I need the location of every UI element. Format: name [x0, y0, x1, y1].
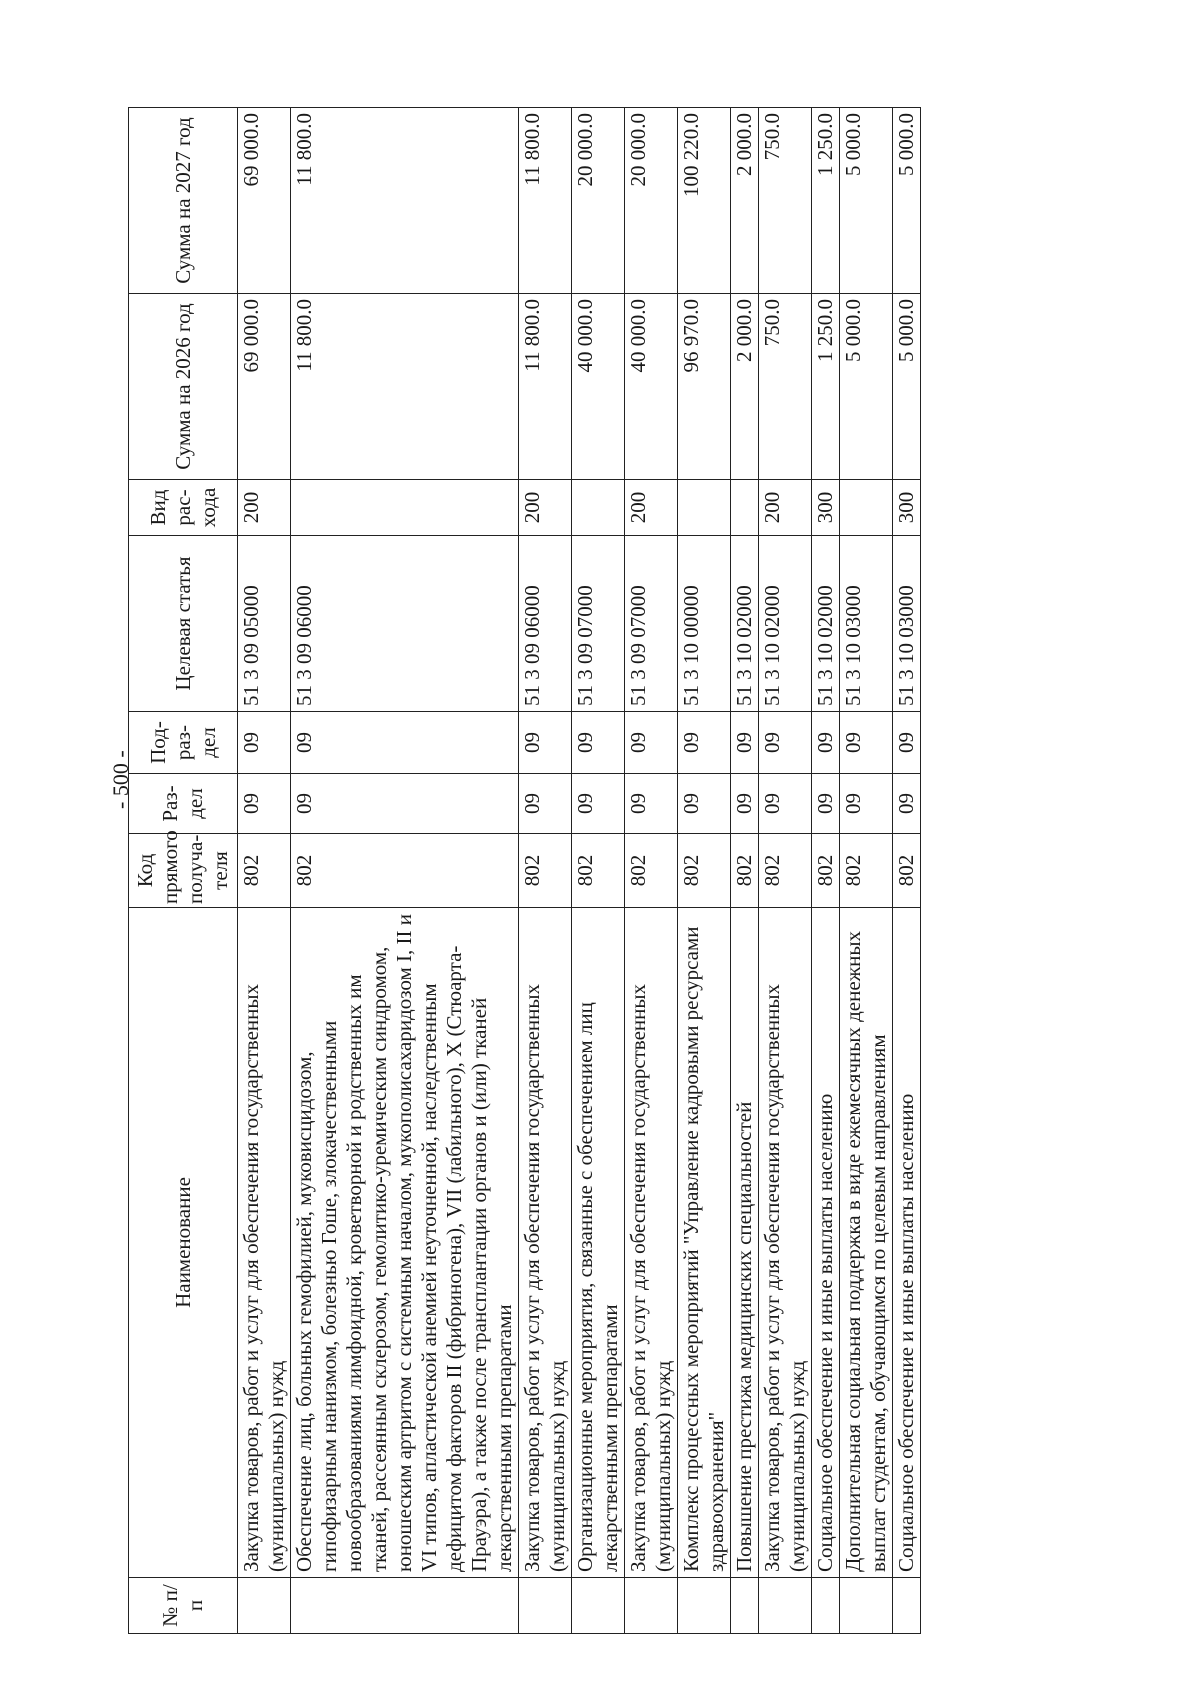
cell-recipient: 802: [625, 834, 678, 908]
cell-recipient: 802: [291, 834, 519, 908]
table-row: [625, 108, 678, 1634]
page-number: - 500 -: [108, 750, 133, 810]
cell-sum2026: 1 250.0: [812, 294, 840, 480]
cell-sum2027: 100 220.0: [678, 108, 731, 294]
cell-sum2027: 750.0: [759, 108, 812, 294]
cell-name: Обеспечение лиц, больных гемофилией, муковисцидозом, гипофизарным нанизмом, болезнью Гоше, злокачественными новообразованиями лимфоидной, кроветворной и родственных им тканей, рассеянным склерозом, гемолитико-уремическим синдромом, юношеским артритом с системным началом, мукополисахаридозом I, II и VI типов, апластической анемией неуточненной, наследственным дефицитом факторов II (фибриногена), VII (лабильного), X (Стюарта-Прауэра), а также после трансплантации органов и (или) тканей лекарственными препаратами: [291, 908, 519, 1578]
cell-target: 51 3 10 02000: [812, 536, 840, 712]
cell-expense: 300: [812, 480, 840, 536]
cell-recipient: 802: [840, 834, 893, 908]
cell-target: 51 3 10 00000: [678, 536, 731, 712]
cell-name: Организационные мероприятия, связанные с обеспечением лиц лекарственными препаратами: [572, 908, 625, 1578]
col-header-target: Целевая статья: [129, 536, 238, 712]
cell-target: 51 3 09 06000: [519, 536, 572, 712]
cell-sum2027: 1 250.0: [812, 108, 840, 294]
cell-expense: [572, 480, 625, 536]
table-row: [678, 108, 731, 1634]
table-row: [812, 108, 840, 1634]
cell-sum2026: 40 000.0: [572, 294, 625, 480]
cell-subsection: 09: [572, 712, 625, 774]
table-row: [572, 108, 625, 1634]
cell-sum2026: 750.0: [759, 294, 812, 480]
cell-target: 51 3 10 03000: [893, 536, 921, 712]
cell-subsection: 09: [759, 712, 812, 774]
table-row: [731, 108, 759, 1634]
table-row: [519, 108, 572, 1634]
cell-target: 51 3 10 02000: [731, 536, 759, 712]
col-header-subsection: Под- раз- дел: [129, 712, 238, 774]
cell-num: [731, 1578, 759, 1634]
col-header-sum2026: Сумма на 2026 год: [129, 294, 238, 480]
cell-name: Комплекс процессных мероприятий "Управление кадровыми ресурсами здравоохранения": [678, 908, 731, 1578]
table-row: [238, 108, 291, 1634]
header-row: [129, 108, 238, 1634]
cell-section: 09: [519, 774, 572, 834]
cell-subsection: 09: [731, 712, 759, 774]
col-header-section: Раз- дел: [129, 774, 238, 834]
cell-section: 09: [625, 774, 678, 834]
cell-subsection: 09: [840, 712, 893, 774]
cell-sum2026: 96 970.0: [678, 294, 731, 480]
budget-table-rotated: [128, 108, 1028, 1634]
table-row: [291, 108, 519, 1634]
cell-sum2026: 40 000.0: [625, 294, 678, 480]
cell-expense: 300: [893, 480, 921, 536]
cell-sum2026: 11 800.0: [519, 294, 572, 480]
cell-section: 09: [893, 774, 921, 834]
cell-recipient: 802: [572, 834, 625, 908]
table-row: [840, 108, 893, 1634]
cell-sum2026: 69 000.0: [238, 294, 291, 480]
cell-num: [678, 1578, 731, 1634]
cell-recipient: 802: [893, 834, 921, 908]
cell-target: 51 3 09 05000: [238, 536, 291, 712]
cell-recipient: 802: [731, 834, 759, 908]
cell-recipient: 802: [678, 834, 731, 908]
cell-num: [812, 1578, 840, 1634]
cell-name: Повышение престижа медицинских специальностей: [731, 908, 759, 1578]
cell-expense: 200: [759, 480, 812, 536]
cell-expense: 200: [238, 480, 291, 536]
cell-recipient: 802: [812, 834, 840, 908]
cell-sum2026: 2 000.0: [731, 294, 759, 480]
col-header-expense: Вид рас- хода: [129, 480, 238, 536]
cell-expense: [678, 480, 731, 536]
cell-sum2027: 20 000.0: [572, 108, 625, 294]
cell-name: Закупка товаров, работ и услуг для обеспечения государственных (муниципальных) нужд: [759, 908, 812, 1578]
cell-section: 09: [812, 774, 840, 834]
cell-sum2026: 11 800.0: [291, 294, 519, 480]
col-header-recipient: Код прямого получа- теля: [129, 834, 238, 908]
table-row: [759, 108, 812, 1634]
col-header-num: № п/п: [129, 1578, 238, 1634]
cell-num: [625, 1578, 678, 1634]
cell-target: 51 3 09 07000: [625, 536, 678, 712]
cell-name: Закупка товаров, работ и услуг для обеспечения государственных (муниципальных) нужд: [519, 908, 572, 1578]
cell-section: 09: [238, 774, 291, 834]
cell-name: Закупка товаров, работ и услуг для обеспечения государственных (муниципальных) нужд: [625, 908, 678, 1578]
cell-section: 09: [678, 774, 731, 834]
cell-section: 09: [840, 774, 893, 834]
cell-section: 09: [291, 774, 519, 834]
cell-sum2026: 5 000.0: [840, 294, 893, 480]
cell-subsection: 09: [812, 712, 840, 774]
cell-expense: 200: [519, 480, 572, 536]
cell-num: [238, 1578, 291, 1634]
cell-section: 09: [731, 774, 759, 834]
budget-table: [128, 107, 921, 1634]
cell-expense: [731, 480, 759, 536]
cell-recipient: 802: [238, 834, 291, 908]
cell-sum2027: 11 800.0: [519, 108, 572, 294]
cell-subsection: 09: [678, 712, 731, 774]
cell-target: 51 3 09 06000: [291, 536, 519, 712]
cell-name: Социальное обеспечение и иные выплаты населению: [812, 908, 840, 1578]
cell-sum2027: 5 000.0: [893, 108, 921, 294]
cell-recipient: 802: [519, 834, 572, 908]
table-body: [238, 108, 921, 1634]
cell-subsection: 09: [893, 712, 921, 774]
cell-num: [893, 1578, 921, 1634]
cell-sum2027: 2 000.0: [731, 108, 759, 294]
cell-expense: 200: [625, 480, 678, 536]
col-header-sum2027: Сумма на 2027 год: [129, 108, 238, 294]
cell-num: [519, 1578, 572, 1634]
cell-target: 51 3 10 03000: [840, 536, 893, 712]
cell-expense: [840, 480, 893, 536]
cell-subsection: 09: [291, 712, 519, 774]
cell-expense: [291, 480, 519, 536]
cell-subsection: 09: [238, 712, 291, 774]
cell-num: [291, 1578, 519, 1634]
col-header-name: Наименование: [129, 908, 238, 1578]
cell-section: 09: [572, 774, 625, 834]
cell-sum2027: 5 000.0: [840, 108, 893, 294]
cell-target: 51 3 09 07000: [572, 536, 625, 712]
cell-num: [840, 1578, 893, 1634]
cell-num: [572, 1578, 625, 1634]
table-row: [893, 108, 921, 1634]
cell-name: Закупка товаров, работ и услуг для обеспечения государственных (муниципальных) нужд: [238, 908, 291, 1578]
cell-sum2027: 69 000.0: [238, 108, 291, 294]
cell-subsection: 09: [519, 712, 572, 774]
cell-target: 51 3 10 02000: [759, 536, 812, 712]
cell-sum2027: 20 000.0: [625, 108, 678, 294]
cell-sum2027: 11 800.0: [291, 108, 519, 294]
cell-subsection: 09: [625, 712, 678, 774]
cell-sum2026: 5 000.0: [893, 294, 921, 480]
cell-section: 09: [759, 774, 812, 834]
cell-name: Дополнительная социальная поддержка в виде ежемесячных денежных выплат студентам, обучающимся по целевым направлениям: [840, 908, 893, 1578]
cell-recipient: 802: [759, 834, 812, 908]
cell-num: [759, 1578, 812, 1634]
cell-name: Социальное обеспечение и иные выплаты населению: [893, 908, 921, 1578]
